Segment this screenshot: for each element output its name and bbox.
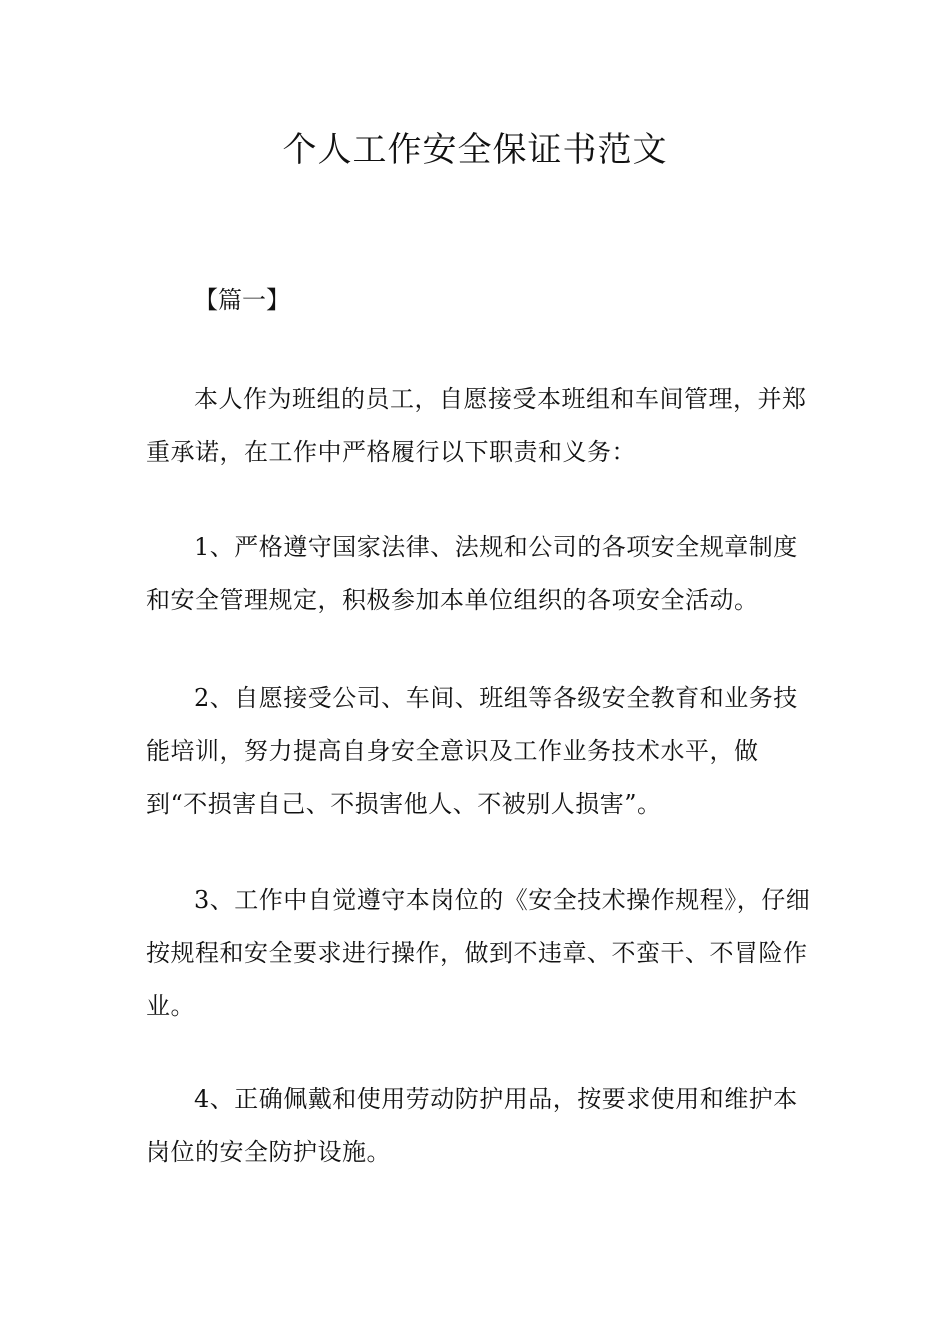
document-title: 个人工作安全保证书范文 — [282, 130, 668, 170]
paragraph-item-1: 1、严格遵守国家法律、法规和公司的各项安全规章制度和安全管理规定，积极参加本单位组织的各项安全活动。 — [146, 533, 798, 614]
paragraph-item-2: 2、自愿接受公司、车间、班组等各级安全教育和业务技能培训，努力提高自身安全意识及工作业务技术水平，做到“不损害自己、不损害他人、不被别人损害”。 — [146, 684, 798, 818]
paragraph-item-3: 3、工作中自觉遵守本岗位的《安全技术操作规程》，仔细按规程和安全要求进行操作，做到不违章、不蛮干、不冒险作业。 — [146, 886, 811, 1020]
paragraph-intro: 本人作为班组的员工，自愿接受本班组和车间管理，并郑重承诺，在工作中严格履行以下职责和义务： — [146, 385, 807, 466]
paragraph-item-4: 4、正确佩戴和使用劳动防护用品，按要求使用和维护本岗位的安全防护设施。 — [146, 1085, 798, 1166]
section-label: 【篇一】 — [194, 286, 290, 314]
